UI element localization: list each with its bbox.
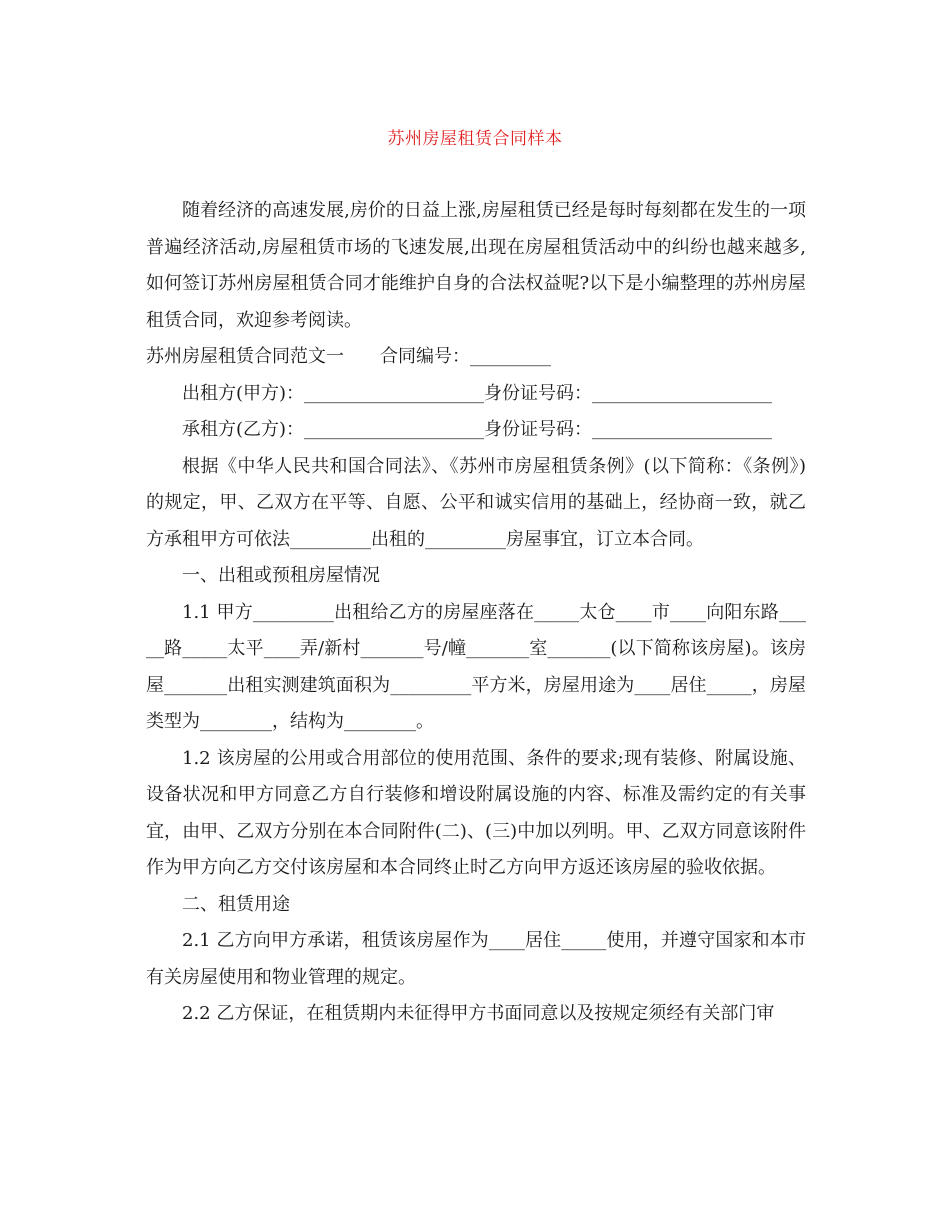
clause-2-2: 2.2 乙方保证，在租赁期内未征得甲方书面同意以及按规定须经有关部门审 — [182, 1003, 775, 1024]
clause-1-1: 1.1 甲方_________出租给乙方的房屋座落在_____太仓____市____向阳东路_____路_____太平____弄/新村_______号/幢_______室_______(以下简称该房屋)。该房屋_______出租实测建筑面积为_________平方米，房屋用途为____居住_____，房屋类型为________，结构为________。 — [146, 601, 806, 732]
document-title: 苏州房屋租赁合同样本 — [387, 129, 563, 149]
lessor-line: 出租方(甲方)：____________________身份证号码：____________________ — [182, 382, 773, 404]
document-body — [146, 193, 806, 1033]
contract-number-line: 苏州房屋租赁合同范文一 合同编号：_________ — [146, 346, 551, 367]
section-2-heading: 二、租赁用途 — [182, 893, 290, 915]
clause-1-2: 1.2 该房屋的公用或合用部位的使用范围、条件的要求;现有装修、附属设施、设备状况和甲方同意乙方自行装修和增设附属设施的内容、标准及需约定的有关事宜，由甲、乙双方分别在本合同附件(二)、(三)中加以列明。甲、乙双方同意该附件作为甲方向乙方交付该房屋和本合同终止时乙方向甲方返还该房屋的验收依据。 — [146, 747, 806, 878]
intro-paragraph: 随着经济的高速发展,房价的日益上涨,房屋租赁已经是每时每刻都在发生的一项普遍经济活动,房屋租赁市场的飞速发展,出现在房屋租赁活动中的纠纷也越来越多,如何签订苏州房屋租赁合同才能维护自身的合法权益呢?以下是小编整理的苏州房屋租赁合同，欢迎参考阅读。 — [146, 200, 806, 331]
lessee-line: 承租方(乙方)：____________________身份证号码：____________________ — [182, 419, 773, 440]
clause-2-1: 2.1 乙方向甲方承诺，租赁该房屋作为____居住_____使用，并遵守国家和本市有关房屋使用和物业管理的规定。 — [146, 930, 806, 988]
section-1-heading: 一、出租或预租房屋情况 — [182, 565, 380, 586]
basis-paragraph: 根据《中华人民共和国合同法》、《苏州市房屋租赁条例》(以下简称：《条例》)的规定，甲、乙双方在平等、自愿、公平和诚实信用的基础上，经协商一致，就乙方承租甲方可依法_________出租的_________房屋事宜，订立本合同。 — [146, 455, 806, 550]
